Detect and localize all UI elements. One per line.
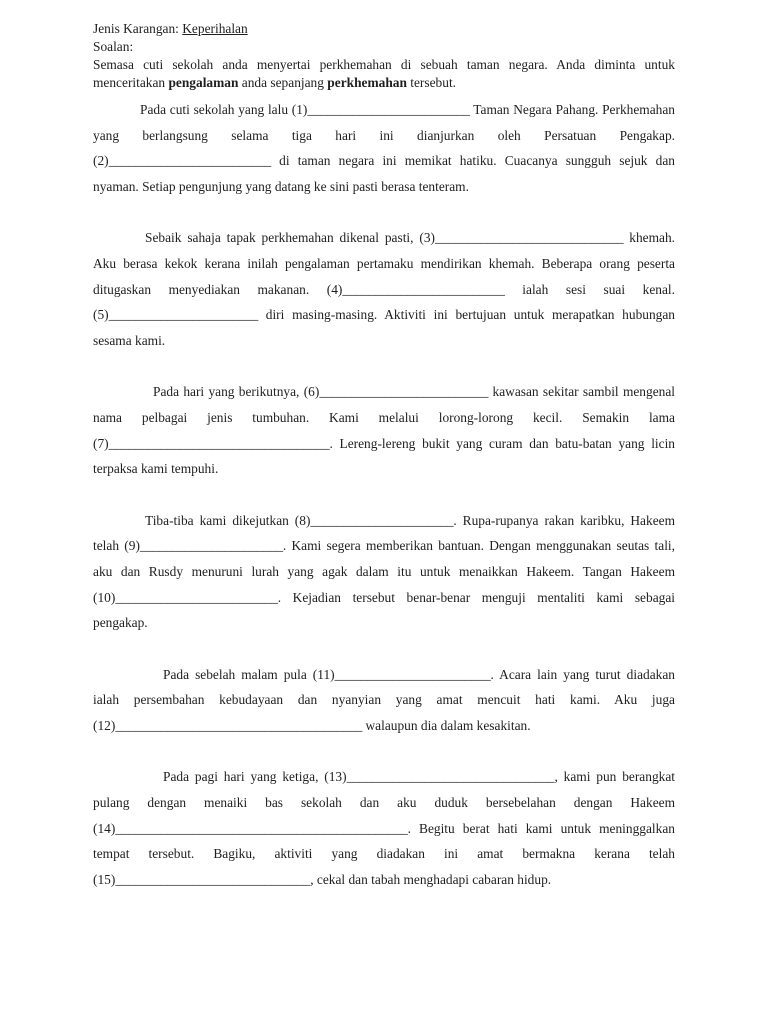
blank-3[interactable]: _____________________________ [435,230,624,246]
blank-15[interactable]: ______________________________ [115,871,311,887]
blank-1[interactable]: _________________________ [307,102,470,117]
blank-7[interactable]: __________________________________ [108,435,330,451]
blank-5[interactable]: _______________________ [108,307,259,323]
paragraph-2-text-c: ialah sesi suai kenal. (5) [93,281,675,323]
paragraph-2-text-a: Sebaik sahaja tapak perkhemahan dikenal pasti, (3) [145,230,435,246]
paragraph-3-text-a: Pada hari yang berikutnya, (6) [153,384,320,400]
document-page [93,20,675,892]
question-bold-experience: pengalaman [168,75,239,90]
paragraph-6-text-a: Pada pagi hari yang ketiga, (13) [163,769,347,785]
paragraph-2 [93,225,675,353]
blank-6[interactable]: __________________________ [319,384,489,400]
paragraph-6 [93,764,675,892]
paragraph-2-text-b: khemah. Aku berasa kekok kerana inilah pengalaman pertamaku mendirikan khemah. Beberapa orang peserta ditugaskan menyediakan makanan. (4) [93,230,675,297]
blank-11[interactable]: ________________________ [334,666,491,682]
paragraph-4-text-d: . Kejadian tersebut benar-benar menguji mentaliti kami sebagai pengakap. [93,589,675,631]
blank-9[interactable]: ______________________ [139,538,283,554]
paragraph-1 [93,97,675,199]
essay-type-value: Keperihalan [182,21,248,36]
paragraph-6-text-c: . Begitu berat hati kami untuk meninggalkan tempat tersebut. Bagiku, aktiviti yang diadakan ini amat bermakna kerana telah (15) [93,820,675,887]
question-label: Soalan: [93,39,134,54]
blank-2[interactable]: _________________________ [108,153,272,169]
paragraph-5 [93,662,675,739]
essay-type-label: Jenis Karangan: [93,21,179,36]
blank-12[interactable]: ______________________________________ [115,717,363,733]
paragraph-4 [93,508,675,636]
question-text [93,56,675,92]
paragraph-3-text-c: . Lereng-lereng bukit yang curam dan batu-batan yang licin terpaksa kami tempuhi. [93,435,675,477]
essay-type-line [93,20,675,38]
paragraph-3-text-b: kawasan sekitar sambil mengenal nama pelbagai jenis tumbuhan. Kami melalui lorong-lorong kecil. Semakin lama (7) [93,384,675,451]
paragraph-4-text-b: . Rupa-rupanya rakan karibku, Hakeem telah (9) [93,512,675,554]
paragraph-1-text-c: di taman negara ini memikat hatiku. Cuacanya sungguh sejuk dan nyaman. Setiap pengunjung yang datang ke sini pasti berasa tenteram. [93,153,675,194]
paragraph-4-text-a: Tiba-tiba kami dikejutkan (8) [145,512,311,528]
paragraph-2-text-d: diri masing-masing. Aktiviti ini bertujuan untuk merapatkan hubungan sesama kami. [93,307,675,348]
blank-4[interactable]: _________________________ [342,281,505,297]
question-part-3: tersebut. [406,75,457,90]
paragraph-5-text-c: walaupun dia dalam kesakitan. [362,717,531,733]
blank-10[interactable]: _________________________ [115,589,278,605]
blank-8[interactable]: ______________________ [310,512,454,528]
blank-13[interactable]: ________________________________ [346,769,555,785]
paragraph-3 [93,379,675,481]
question-bold-camping: perkhemahan [327,75,407,90]
paragraph-6-text-d: , cekal dan tabah menghadapi cabaran hidup. [310,871,552,887]
question-part-1: Semasa cuti sekolah anda menyertai perkhemahan di sebuah taman negara. Anda diminta untuk menceritakan [93,57,675,90]
paragraph-5-text-a: Pada sebelah malam pula (11) [163,666,335,682]
blank-14[interactable]: _____________________________________________ [115,820,408,836]
question-part-2: anda sepanjang [238,75,328,90]
paragraph-4-text-c: . Kami segera memberikan bantuan. Dengan menggunakan seutas tali, aku dan Rusdy menuruni lurah yang agak dalam itu untuk menaikkan Hakeem. Tangan Hakeem (10) [93,538,675,605]
paragraph-1-text-b: Taman Negara Pahang. Perkhemahan yang berlangsung selama tiga hari ini dianjurkan oleh Persatuan Pengakap. (2) [93,102,675,169]
paragraph-6-text-b: , kami pun berangkat pulang dengan menaiki bas sekolah dan aku duduk bersebelahan dengan Hakeem (14) [93,769,675,836]
paragraph-5-text-b: . Acara lain yang turut diadakan ialah persembahan kebudayaan dan nyanyian yang amat mencuit hati kami. Aku juga (12) [93,666,675,733]
paragraph-1-text-a: Pada cuti sekolah yang lalu (1) [140,102,308,117]
